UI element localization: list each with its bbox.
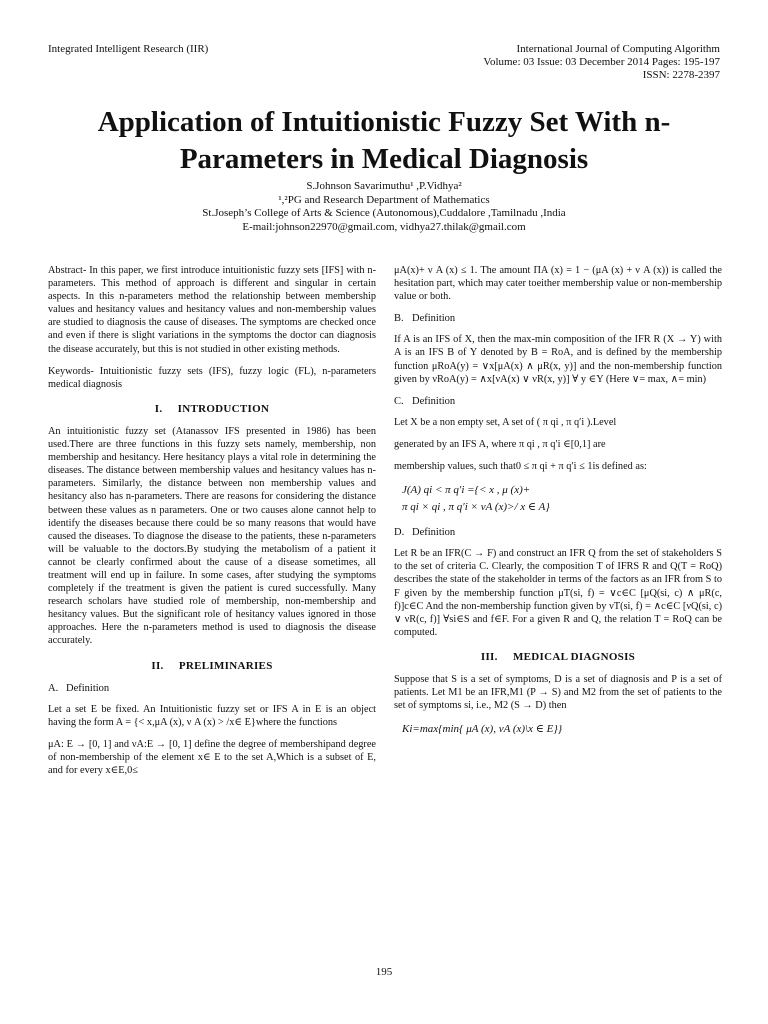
- subsection-definition-d: D. Definition: [394, 527, 456, 539]
- journal-left-header: Integrated Intelligent Research (IIR): [48, 43, 209, 55]
- definition-c-text-3: membership values, such that0 ≤ π qi + π q′i ≤ 1is defined as:: [394, 461, 647, 473]
- section-heading-preliminaries: II. PRELIMINARIES: [151, 659, 273, 672]
- formula-line-2: π qi × qi , π q′i × νA (x)>/ x ∈ A}: [402, 501, 550, 514]
- diagnosis-formula: Ki=max{min{ μA (x), νA (x)\x ∈ E}}: [402, 723, 563, 736]
- definition-a-text-2: μA: E → [0, 1] and νA:E → [0, 1] define the degree of membershipand degree of non-membership of the element x∈ E to the set A,Which is a subset of E, and for every x∈E,0≤: [48, 738, 376, 777]
- author-college: St.Joseph’s College of Arts & Science (Autonomous),Cuddalore ,Tamilnadu ,India: [202, 207, 566, 219]
- definition-c-formula: [402, 482, 722, 516]
- subsection-definition-a: A. Definition: [48, 682, 110, 694]
- definition-d-text: Let R be an IFR(C → F) and construct an IFR Q from the set of stakeholders S to the set of criteria C. Clearly, the composition T of IFRS R and Q(T = RoQ) describes the state of the stakeholder in terms of the factors as an IFR from S to F given by the membership function μT(si, f) = ∨c∈C [μQ(si, c) ∧ μR(c, f)]c∈C And the non-membership function given by νT(si, f) = ∧c∈C [νQ(si, c) ∨ νR(c, f)] ∀si∈S and f∈F. For a given R and Q, the relation T = RoQ can be computed.: [394, 548, 722, 638]
- definition-c-text-2: generated by an IFS A, where π qi , π q′i ∈[0,1] are: [394, 438, 606, 450]
- author-block: [60, 180, 708, 234]
- formula-line-1: J(A) qi < π q′i ={< x , μ (x)+: [402, 484, 531, 497]
- hesitation-text: μA(x)+ ν A (x) ≤ 1. The amount ΠA (x) = 1 − (μA (x) + ν A (x)) is called the hesitation part, which may cater toeither membership value or non-membership value or both.: [394, 265, 722, 303]
- diagnosis-text: Suppose that S is a set of symptoms, D is a set of diagnosis and P is a set of patients. Let M1 be an IFR,M1 (P → S) and M2 from the set of patients to the set of symptoms si, i.e., M2 (S → D) then: [394, 673, 722, 712]
- journal-right-header: [483, 43, 720, 82]
- definition-a-text-1: Let a set E be fixed. An Intuitionistic fuzzy set or IFS A in E is an object having the form A = {< x,μA (x), ν A (x) > /x∈ E}where the functions: [48, 703, 376, 728]
- page-number: 195: [375, 966, 393, 978]
- definition-b-text: If A is an IFS of X, then the max-min composition of the IFR R (X → Y) with A is an IFS B of Y denoted by B = RoA, and is defined by the membership function μRoA(y) = ∨x[μA(x) ∧ μR(x, y)] and the non-membership function given by νRoA(y) = ∧x[νA(x) ∨ νR(x, y)] ∀ y ∈Y (Here ∨= max, ∧= min): [394, 334, 722, 385]
- journal-name: International Journal of Computing Algorithm: [516, 43, 720, 55]
- section-heading-medical-diagnosis: III. MEDICAL DIAGNOSIS: [480, 650, 636, 663]
- volume-info: Volume: 03 Issue: 03 December 2014 Pages: 195-197: [483, 56, 720, 68]
- keywords: Keywords- Intuitionistic fuzzy sets (IFS), fuzzy logic (FL), n-parameters medical diagnosis: [48, 365, 376, 390]
- subsection-definition-b: B. Definition: [394, 313, 456, 325]
- section-heading-introduction: I. INTRODUCTION: [154, 402, 270, 415]
- definition-c-text-1: Let X be a non empty set, A set of ( π qi , π q′i ).Level: [394, 416, 617, 428]
- issn: ISSN: 2278-2397: [642, 69, 720, 81]
- abstract: Abstract- In this paper, we first introduce intuitionistic fuzzy sets [IFS] with n-parameters. This method of approach is different and singular in certain aspects. In this n-parameters method the relationship between membership values and hesitancy values and hesitancy values and non-membership values are studied to diagnosis the cause of diseases. The symptoms are checked once and even if there is slight variations in the symptoms the doctor can diagnosis the disease accurately, but this is not studied in other existing methods.: [48, 265, 376, 355]
- author-email: E-mail:johnson22970@gmail.com, vidhya27.thilak@gmail.com: [242, 220, 526, 233]
- introduction-text: An intuitionistic fuzzy set (Atanassov IFS presented in 1986) has been used.There are three functions in this fuzzy sets namely, membership, non membership and hesitancy. Here hesitancy plays a vital role in determining the diseases. The distance between membership values and hesitancy values has n-parameters. Similarly, the distance between non membership values and hesitancy also has n-parameters. There are reasons for considering the distance between these values as n parameters. One or two causes alone cannot help to identify the diseases because there could be so many reasons that would have caused the diseases. To diagnose the disease to the patients, these n-parameters will be valuable to the doctors.By studying the metabolism of a patient it cannot be clearly confirmed about the cause of a disease sometimes, all treatment will end up in failure. In some cases, after studying the symptoms completely if the treatment is given the patient is cured successfully. Many research scholars have studied role of membership, non-membership and hesitancy values. But the significant role of hesitancy values ignored in those approaches. Here the n-parameters method is used to diagnosis the disease accurately.: [48, 425, 376, 647]
- author-names: S.Johnson Savarimuthu¹ ,P.Vidhya²: [306, 180, 462, 192]
- author-department: ¹,²PG and Research Department of Mathematics: [278, 193, 490, 206]
- left-column: [48, 264, 376, 786]
- subsection-definition-c: C. Definition: [394, 395, 456, 407]
- paper-title: [40, 104, 728, 178]
- title-line-2: Parameters in Medical Diagnosis: [179, 143, 589, 175]
- right-column: [394, 264, 722, 748]
- title-line-1: Application of Intuitionistic Fuzzy Set With n-: [97, 106, 671, 138]
